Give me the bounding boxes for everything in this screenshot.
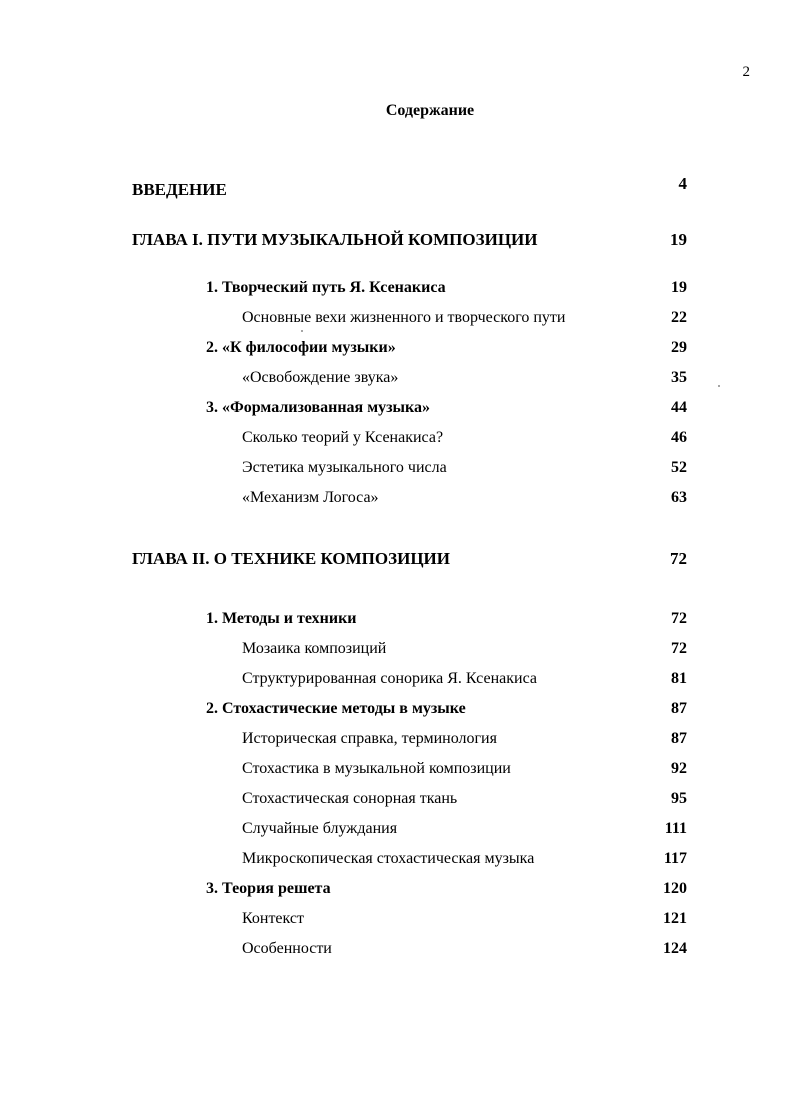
toc-entry-label: «Освобождение звука» [242, 369, 399, 386]
toc-entry-label: 1. Творческий путь Я. Ксенакиса [206, 279, 446, 296]
toc-entry-page: 111 [664, 820, 687, 837]
toc-entry-introduction[interactable] [0, 174, 794, 204]
toc-entry-page: 87 [671, 700, 687, 717]
toc-entry-label: Стохастическая сонорная ткань [242, 790, 458, 807]
toc-entry-subsection[interactable] [0, 730, 794, 754]
page-number: 2 [742, 64, 750, 80]
toc-entry-label: 3. Теория решета [206, 880, 331, 897]
toc-entry-section[interactable] [0, 399, 794, 423]
toc-entry-label: Микроскопическая стохастическая музыка [242, 850, 535, 867]
toc-entry-label: Основные вехи жизненного и творческого пути [242, 309, 566, 326]
toc-entry-page: 72 [671, 640, 687, 657]
scan-speck [718, 385, 720, 387]
toc-entry-page: 81 [671, 670, 687, 687]
toc-entry-page: 124 [663, 940, 687, 957]
toc-entry-label: Особенности [242, 940, 332, 957]
toc-entry-label: ГЛАВА II. О ТЕХНИКЕ КОМПОЗИЦИИ [132, 549, 450, 568]
toc-entry-label: ГЛАВА I. ПУТИ МУЗЫКАЛЬНОЙ КОМПОЗИЦИИ [132, 230, 538, 249]
toc-entry-page: 46 [671, 429, 687, 446]
toc-entry-page: 92 [671, 760, 687, 777]
toc-entry-section[interactable] [0, 339, 794, 363]
toc-entry-page: 44 [671, 399, 687, 416]
toc-entry-subsection[interactable] [0, 760, 794, 784]
toc-entry-label: 3. «Формализованная музыка» [206, 399, 430, 416]
toc-entry-label: 1. Методы и техники [206, 610, 357, 627]
toc-entry-subsection[interactable] [0, 489, 794, 513]
toc-entry-label: Стохастика в музыкальной композиции [242, 760, 511, 777]
toc-entry-page: 35 [671, 369, 687, 386]
scan-speck [301, 330, 303, 332]
toc-entry-page: 29 [671, 339, 687, 356]
toc-entry-page: 22 [671, 309, 687, 326]
toc-entry-page: 72 [671, 610, 687, 627]
toc-title: Содержание [385, 102, 475, 119]
toc-entry-label: 2. «К философии музыки» [206, 339, 396, 356]
toc-entry-subsection[interactable] [0, 429, 794, 453]
toc-entry-page: 121 [663, 910, 687, 927]
toc-entry-page: 19 [671, 279, 687, 296]
toc-entry-label: Структурированная сонорика Я. Ксенакиса [242, 670, 537, 687]
toc-entry-subsection[interactable] [0, 640, 794, 664]
toc-entry-page: 63 [671, 489, 687, 506]
toc-entry-subsection[interactable] [0, 309, 794, 333]
toc-entry-subsection[interactable] [0, 459, 794, 483]
toc-entry-subsection[interactable] [0, 820, 794, 844]
toc-entry-page: 19 [670, 230, 687, 249]
toc-entry-label: Контекст [242, 910, 304, 927]
toc-entry-label: Эстетика музыкального числа [242, 459, 447, 476]
toc-entry-subsection[interactable] [0, 850, 794, 874]
toc-entry-subsection[interactable] [0, 940, 794, 964]
toc-entry-page: 4 [678, 174, 687, 193]
toc-entry-page: 87 [671, 730, 687, 747]
toc-entry-chapter-1[interactable] [0, 230, 794, 254]
toc-entry-subsection[interactable] [0, 670, 794, 694]
toc-entry-subsection[interactable] [0, 369, 794, 393]
toc-entry-page: 72 [670, 549, 687, 568]
toc-entry-subsection[interactable] [0, 790, 794, 814]
toc-entry-label: «Механизм Логоса» [242, 489, 379, 506]
toc-entry-label: Историческая справка, терминология [242, 730, 497, 747]
toc-entry-section[interactable] [0, 880, 794, 904]
toc-entry-subsection[interactable] [0, 910, 794, 934]
toc-entry-label: Случайные блуждания [242, 820, 398, 837]
toc-entry-page: 52 [671, 459, 687, 476]
toc-entry-label: Мозаика композиций [242, 640, 387, 657]
toc-entry-page: 117 [663, 850, 687, 867]
toc-entry-section[interactable] [0, 610, 794, 634]
toc-entry-label: ВВЕДЕНИЕ [132, 180, 227, 199]
toc-entry-chapter-2[interactable] [0, 549, 794, 573]
toc-entry-page: 95 [671, 790, 687, 807]
toc-entry-page: 120 [663, 880, 687, 897]
toc-entry-section[interactable] [0, 279, 794, 303]
toc-entry-section[interactable] [0, 700, 794, 724]
toc-entry-label: Сколько теорий у Ксенакиса? [242, 429, 444, 446]
toc-entry-label: 2. Стохастические методы в музыке [206, 700, 466, 717]
